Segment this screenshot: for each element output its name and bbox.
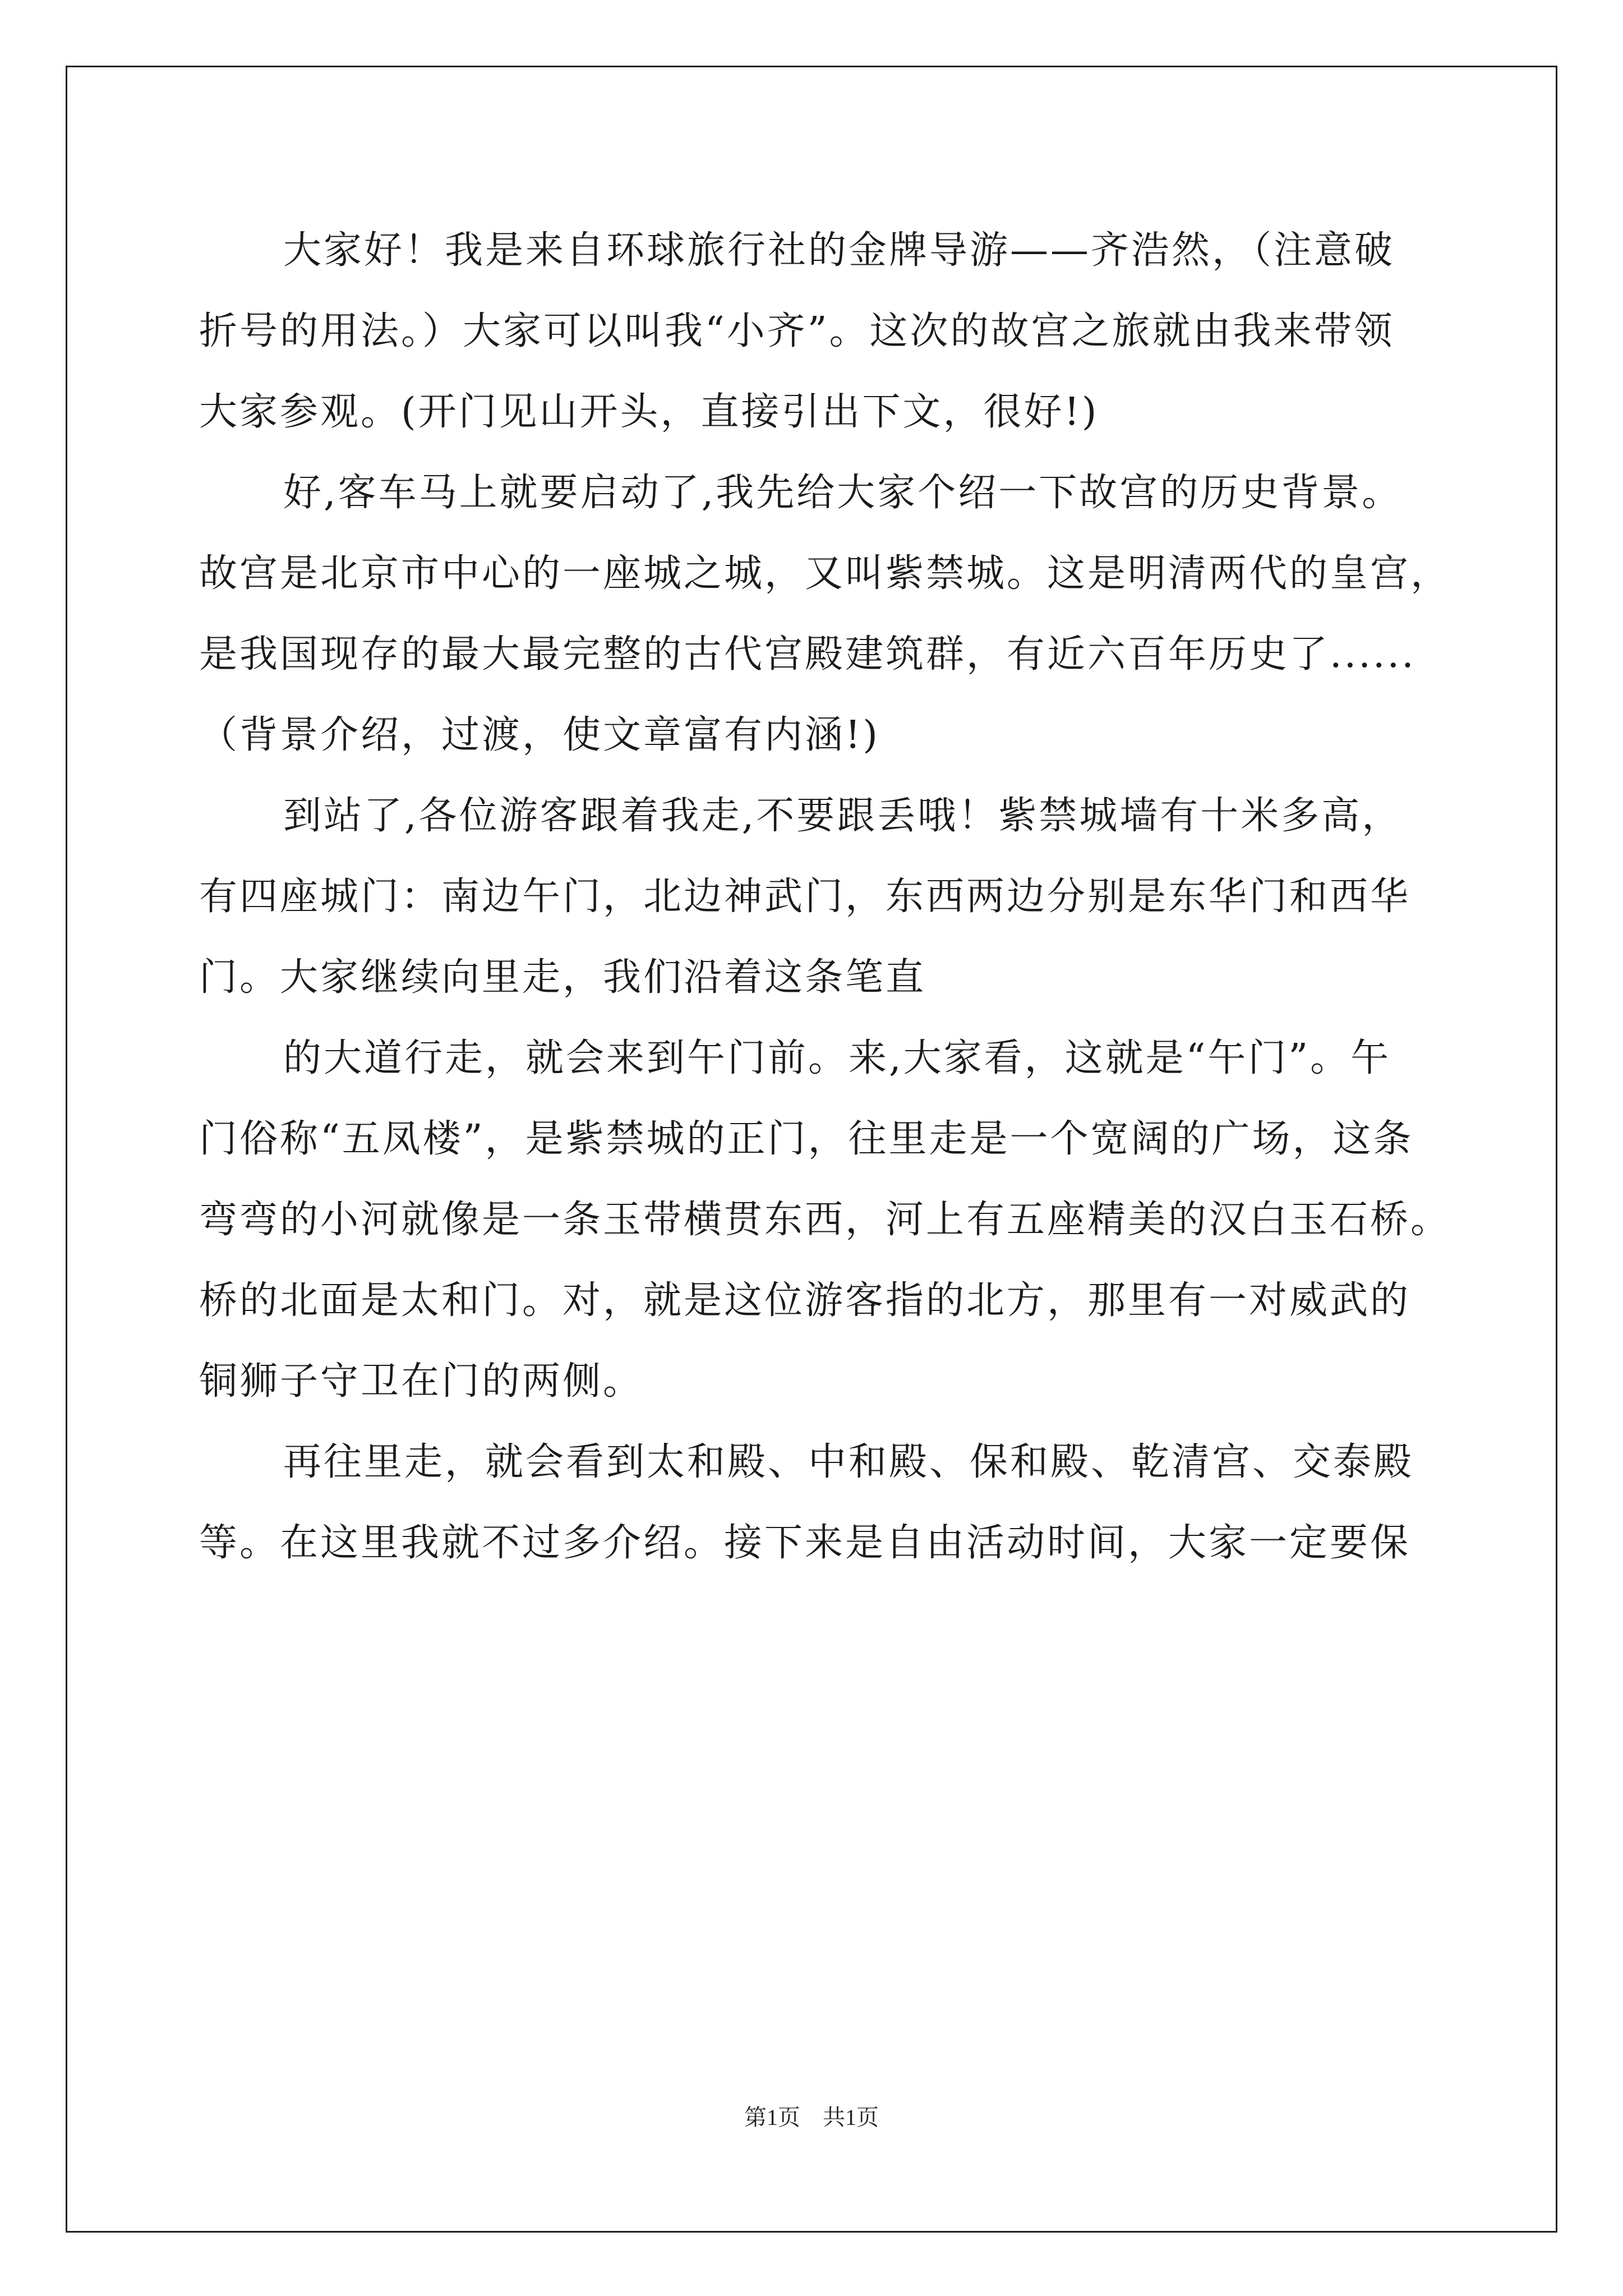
text-line: 大家参观。(开门见山开头，直接引出下文，很好!) [199,390,1099,434]
document-body [199,210,1455,1584]
text-line: 等。在这里我就不过多介绍。接下来是自由活动时间，大家一定要保 [199,1521,1411,1565]
paragraph-4 [199,1018,1455,1422]
paragraph-2 [199,453,1455,776]
text-line: 再往里走，就会看到太和殿、中和殿、保和殿、乾清宫、交泰殿 [283,1440,1414,1484]
text-line: 桥的北面是太和门。对，就是这位游客指的北方，那里有一对威武的 [199,1278,1411,1323]
paragraph-3 [199,776,1455,1018]
text-line: 的大道行走，就会来到午门前。来,大家看，这就是“午门”。午 [283,1036,1391,1080]
text-line: 有四座城门：南边午门，北边神武门，东西两边分别是东华门和西华 [199,875,1411,919]
text-line: 门。大家继续向里走，我们沿着这条笔直 [199,955,926,1000]
text-line: 折号的用法。）大家可以叫我“小齐”。这次的故宫之旅就由我来带领 [199,309,1395,353]
text-line: 弯弯的小河就像是一条玉带横贯东西，河上有五座精美的汉白玉石桥。 [199,1198,1451,1242]
text-line: 好,客车马上就要启动了,我先给大家个绍一下故宫的历史背景。 [283,471,1403,515]
text-line: 大家好！我是来自环球旅行社的金牌导游——齐浩然，（注意破 [283,228,1395,273]
text-line: 到站了,各位游客跟着我走,不要跟丢哦！紫禁城墙有十米多高， [283,794,1403,838]
page-number-footer: 第1页 共1页 [744,2105,879,2130]
paragraph-5 [199,1422,1455,1584]
text-line: 故宫是北京市中心的一座城之城，又叫紫禁城。这是明清两代的皇宫， [199,551,1451,596]
text-line: 是我国现存的最大最完整的古代宫殿建筑群，有近六百年历史了...... [199,632,1416,677]
text-line: 门俗称“五凤楼”，是紫禁城的正门，往里走是一个宽阔的广场，这条 [199,1117,1414,1161]
paragraph-1 [199,210,1455,453]
text-line: （背景介绍，过渡，使文章富有内涵!) [199,713,880,757]
text-line: 铜狮子守卫在门的两侧。 [199,1359,644,1404]
